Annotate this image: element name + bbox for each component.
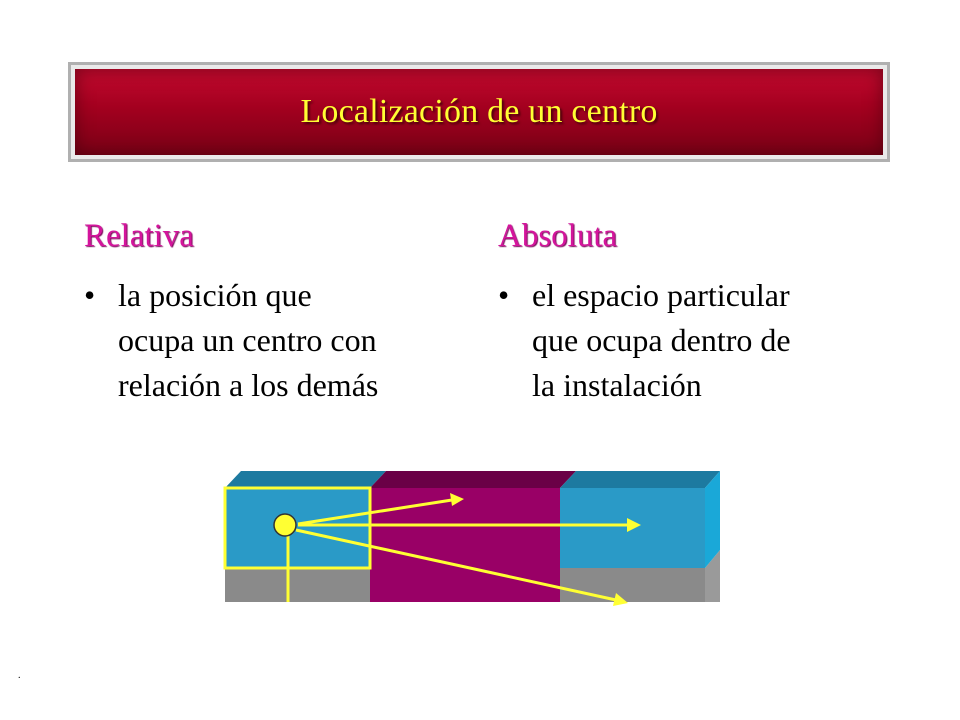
- gray-block-right: [560, 568, 705, 602]
- block-top-left: [225, 471, 386, 488]
- magenta-block-middle: [370, 488, 560, 602]
- block-top-middle: [370, 471, 576, 488]
- bullet-text-absoluta: el espacio particular que ocupa dentro de la instalación: [532, 277, 791, 403]
- column-heading-absoluta: Absoluta: [498, 218, 618, 254]
- bullet-dot: •: [498, 277, 510, 313]
- bullet-dot: •: [84, 277, 96, 313]
- bullet-text-relativa: la posición que ocupa un centro con relación a los demás: [118, 277, 379, 403]
- footnote: .: [18, 670, 21, 681]
- blue-block-left: [225, 488, 370, 568]
- block-top-right: [560, 471, 720, 488]
- slide-title: Localización de un centro: [300, 93, 658, 130]
- gray-block-left: [225, 568, 370, 602]
- center-point-marker: [274, 514, 296, 536]
- column-heading-relativa: Relativa: [84, 218, 194, 254]
